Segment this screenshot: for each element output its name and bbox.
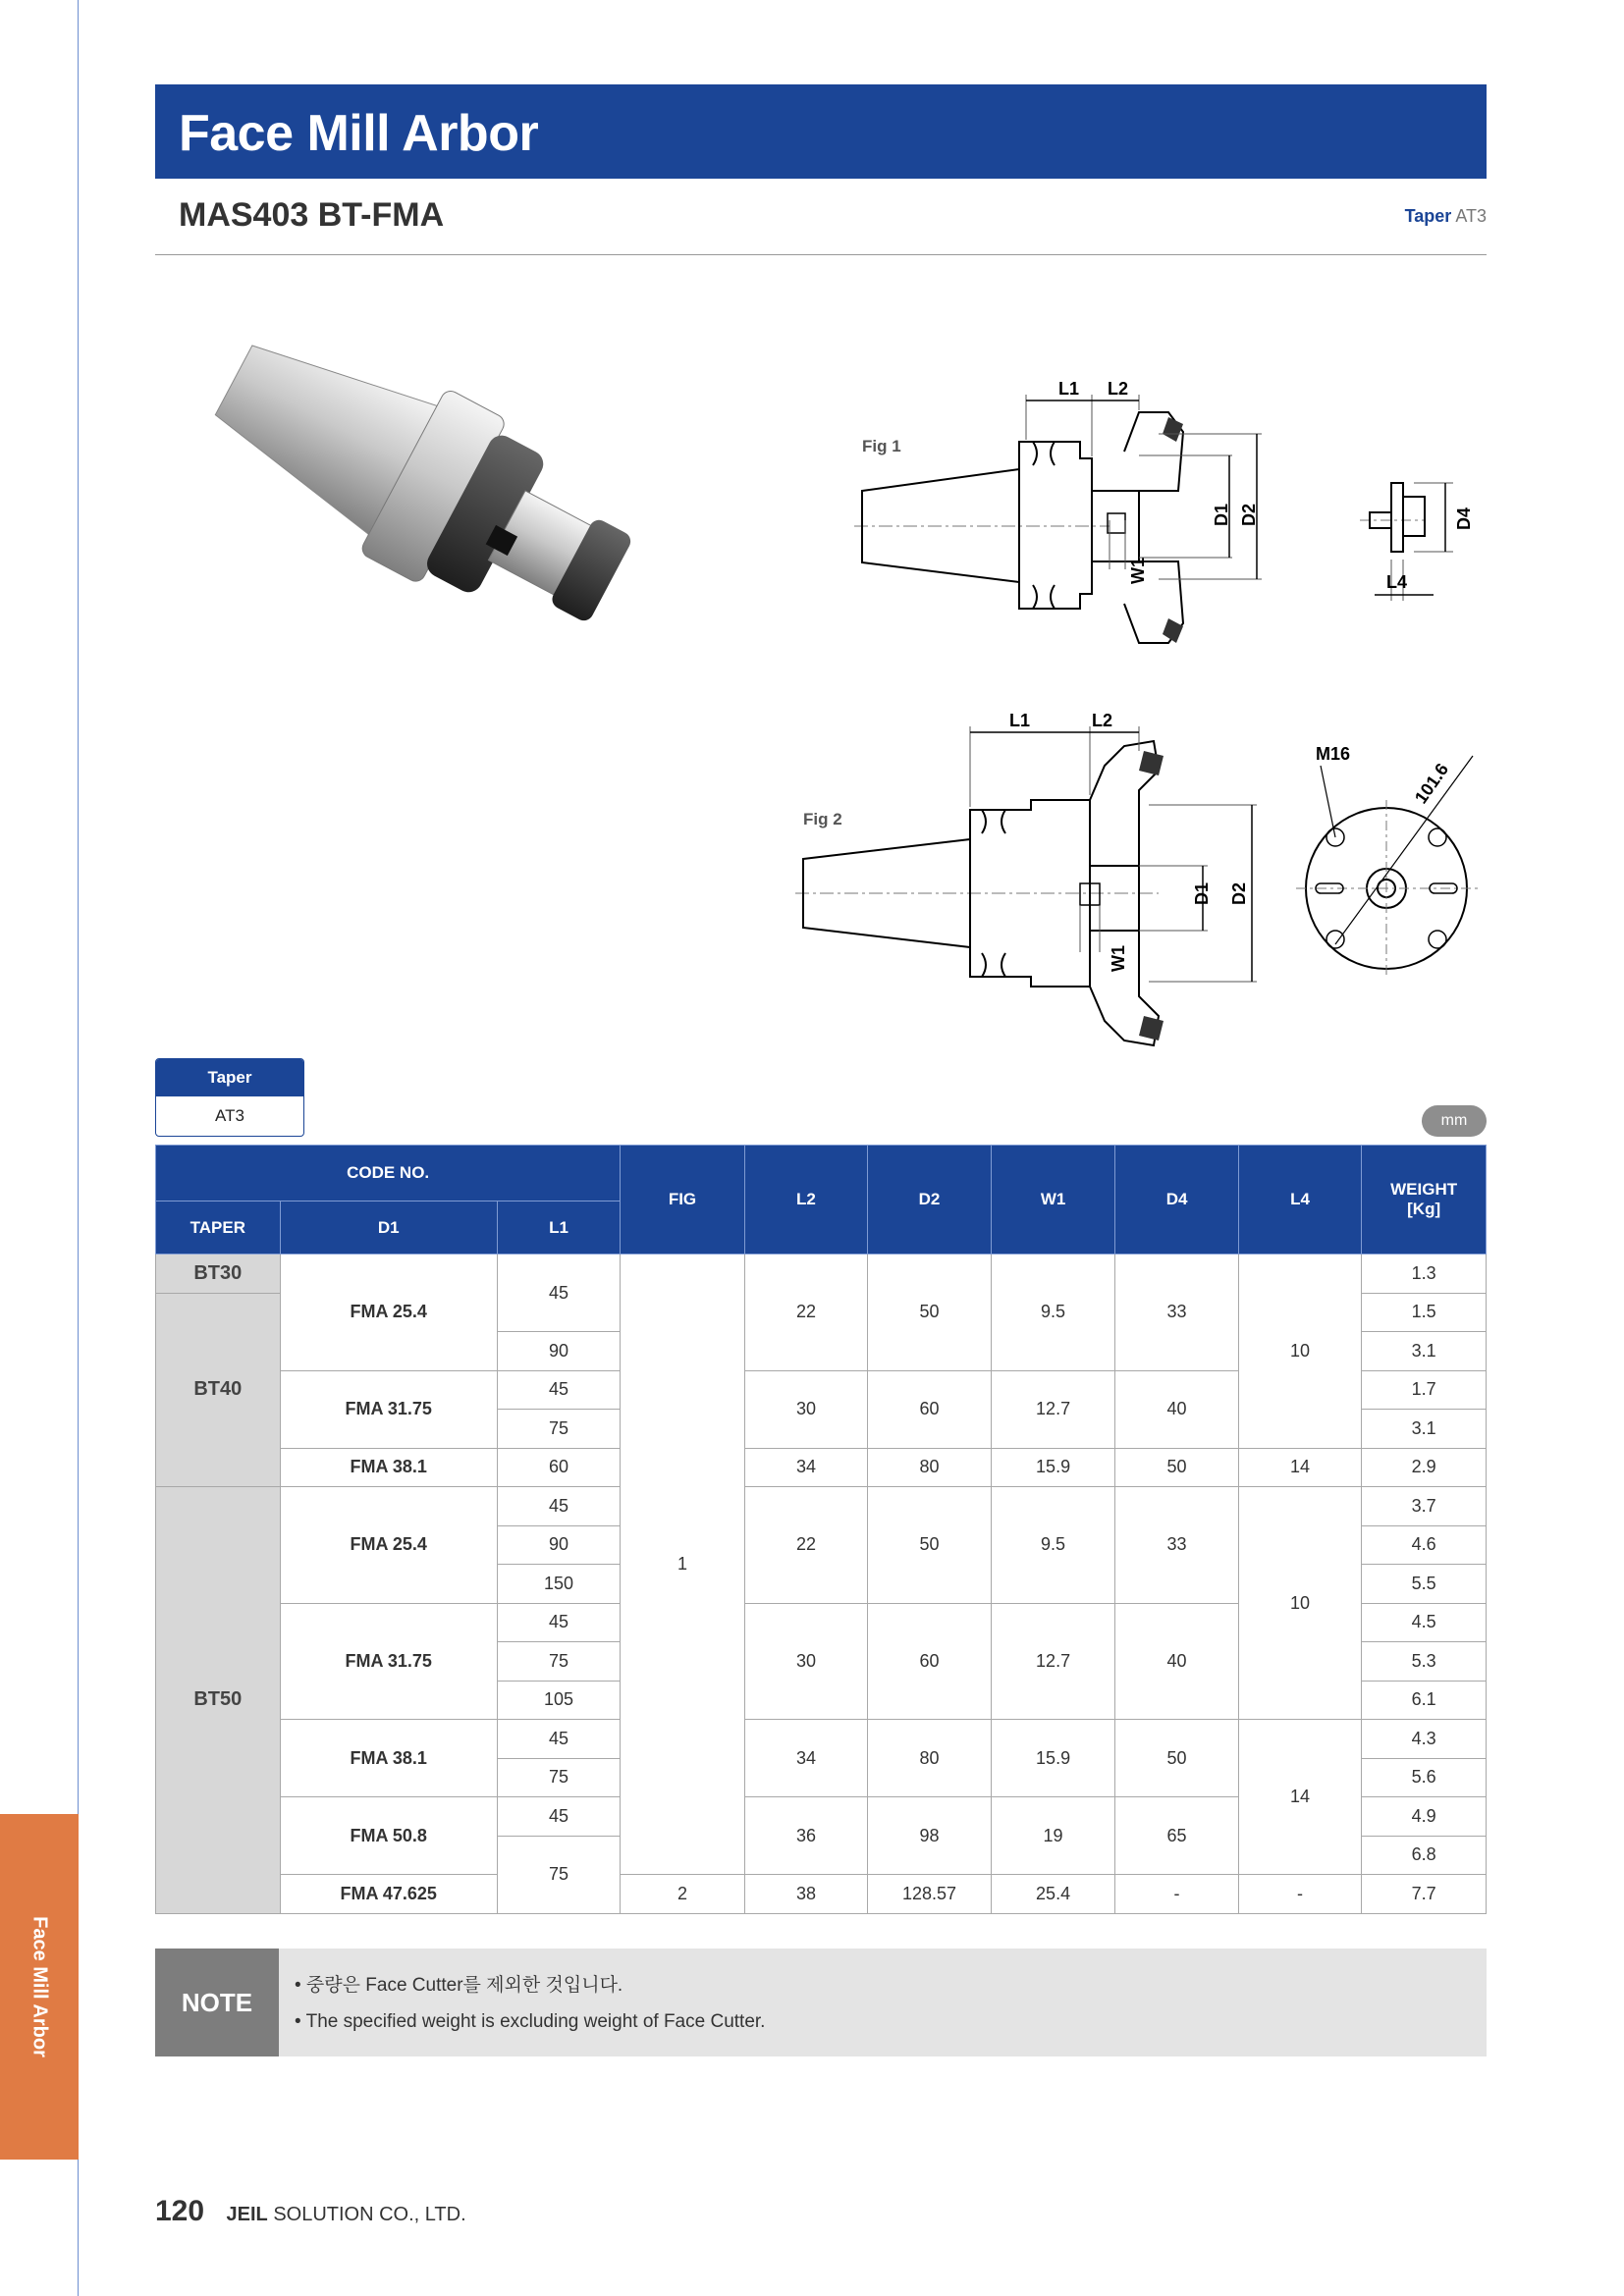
d4-cell: 33 <box>1115 1487 1238 1604</box>
company-name <box>227 2204 466 2225</box>
l2-cell: 36 <box>744 1797 867 1875</box>
fig1-dim-d1: D1 <box>1212 503 1231 526</box>
fig1-dim-l1: L1 <box>1058 379 1080 399</box>
weight-cell: 4.5 <box>1362 1603 1487 1642</box>
d2-cell: 50 <box>868 1255 992 1371</box>
w1-cell: 12.7 <box>991 1370 1115 1448</box>
company-name-rest: SOLUTION CO., LTD. <box>267 2204 466 2225</box>
page-title: Face Mill Arbor <box>179 105 539 162</box>
weight-cell: 4.9 <box>1362 1797 1487 1837</box>
l1-cell: 105 <box>497 1681 620 1720</box>
fig1-dim-l4: L4 <box>1386 572 1408 592</box>
l2-cell: 30 <box>744 1603 867 1720</box>
weight-cell: 5.5 <box>1362 1565 1487 1604</box>
l1-cell: 45 <box>497 1603 620 1642</box>
fig1-dim-w1: W1 <box>1128 558 1148 584</box>
th-w1: W1 <box>991 1146 1115 1255</box>
d2-cell: 80 <box>868 1448 992 1487</box>
code-cell: FMA 25.4 <box>280 1255 497 1371</box>
l2-cell: 22 <box>744 1255 867 1371</box>
note-label: NOTE <box>155 1949 279 2056</box>
w1-cell: 15.9 <box>991 1720 1115 1797</box>
fig2-drawing <box>785 697 1502 1060</box>
d4-cell: 50 <box>1115 1448 1238 1487</box>
weight-cell: 5.3 <box>1362 1642 1487 1682</box>
w1-cell: 19 <box>991 1797 1115 1875</box>
code-cell: FMA 25.4 <box>280 1487 497 1604</box>
fig1-dim-l2: L2 <box>1108 379 1129 399</box>
l1-cell: 45 <box>497 1797 620 1837</box>
spec-table <box>155 1145 1487 1914</box>
th-l4: L4 <box>1238 1146 1361 1255</box>
unit-badge: mm <box>1422 1105 1487 1137</box>
weight-cell: 4.6 <box>1362 1525 1487 1565</box>
w1-cell: 12.7 <box>991 1603 1115 1720</box>
table-row <box>156 1487 1487 1526</box>
d4-cell: 33 <box>1115 1255 1238 1371</box>
note-box <box>155 1949 1487 2056</box>
l2-cell: 34 <box>744 1720 867 1797</box>
d2-cell: 50 <box>868 1487 992 1604</box>
taper-cell: BT40 <box>156 1293 281 1487</box>
fig1-dim-d4: D4 <box>1454 507 1474 530</box>
fig1-dim-d2: D2 <box>1239 503 1259 526</box>
table-row <box>156 1255 1487 1294</box>
fig1-drawing <box>844 373 1512 658</box>
fig2-label: Fig 2 <box>803 810 842 828</box>
th-d1: D1 <box>280 1201 497 1255</box>
th-taper: TAPER <box>156 1201 281 1255</box>
th-l2: L2 <box>744 1146 867 1255</box>
l4-cell: 10 <box>1238 1487 1361 1720</box>
fig2-dim-d1: D1 <box>1192 881 1212 905</box>
l1-cell: 45 <box>497 1255 620 1332</box>
l1-cell: 45 <box>497 1720 620 1759</box>
l1-cell: 60 <box>497 1448 620 1487</box>
l4-cell: 10 <box>1238 1255 1361 1449</box>
d4-cell: 40 <box>1115 1370 1238 1448</box>
l2-cell: 30 <box>744 1370 867 1448</box>
fig-cell: 1 <box>621 1255 744 1875</box>
d4-cell: 65 <box>1115 1797 1238 1875</box>
l2-cell: 22 <box>744 1487 867 1604</box>
taper-cell: BT30 <box>156 1255 281 1294</box>
taper-box-header: Taper <box>156 1059 303 1096</box>
th-l1: L1 <box>497 1201 620 1255</box>
fig1-label: Fig 1 <box>862 437 901 455</box>
table-row <box>156 1720 1487 1759</box>
d2-cell: 98 <box>868 1797 992 1875</box>
fig2-dim-m16: M16 <box>1316 744 1351 764</box>
weight-cell: 3.1 <box>1362 1332 1487 1371</box>
taper-box <box>155 1058 304 1137</box>
taper-cell: BT50 <box>156 1487 281 1914</box>
l1-cell: 75 <box>497 1758 620 1797</box>
code-cell: FMA 38.1 <box>280 1720 497 1797</box>
page-number: 120 <box>155 2195 205 2227</box>
side-tab-label: Face Mill Arbor <box>28 1916 51 2057</box>
taper-info <box>1405 206 1487 227</box>
fig2-dim-w1: W1 <box>1109 945 1128 972</box>
taper-info-value: AT3 <box>1455 206 1487 226</box>
code-cell: FMA 38.1 <box>280 1448 497 1487</box>
table-row <box>156 1448 1487 1487</box>
l1-cell: 75 <box>497 1836 620 1913</box>
fig2-dim-bolt-circle: 101.6 <box>1410 759 1453 808</box>
l1-cell: 45 <box>497 1370 620 1410</box>
product-subtitle: MAS403 BT-FMA <box>179 196 445 234</box>
d2-cell: 60 <box>868 1603 992 1720</box>
l1-cell: 75 <box>497 1642 620 1682</box>
th-weight <box>1362 1146 1487 1255</box>
w1-cell: 25.4 <box>991 1875 1115 1914</box>
d2-cell: 60 <box>868 1370 992 1448</box>
l4-cell: 14 <box>1238 1720 1361 1875</box>
code-cell: FMA 31.75 <box>280 1370 497 1448</box>
weight-cell: 3.7 <box>1362 1487 1487 1526</box>
footer <box>155 2195 466 2228</box>
header-rule <box>155 254 1487 255</box>
weight-cell: 7.7 <box>1362 1875 1487 1914</box>
l2-cell: 38 <box>744 1875 867 1914</box>
d4-cell: 40 <box>1115 1603 1238 1720</box>
fig2-dim-l1: L1 <box>1009 711 1031 730</box>
weight-cell: 6.1 <box>1362 1681 1487 1720</box>
l4-cell: - <box>1238 1875 1361 1914</box>
l1-cell: 75 <box>497 1410 620 1449</box>
weight-cell: 2.9 <box>1362 1448 1487 1487</box>
fig2-dim-l2: L2 <box>1092 711 1113 730</box>
weight-cell: 6.8 <box>1362 1836 1487 1875</box>
th-code-no: CODE NO. <box>156 1146 621 1201</box>
th-d4: D4 <box>1115 1146 1238 1255</box>
taper-info-label: Taper <box>1404 206 1452 226</box>
note-line-english: • The specified weight is excluding weight of Face Cutter. <box>295 2011 766 2032</box>
fig-cell: 2 <box>621 1875 744 1914</box>
l1-cell: 45 <box>497 1487 620 1526</box>
code-cell: FMA 50.8 <box>280 1797 497 1875</box>
th-weight-label: WEIGHT <box>1390 1180 1458 1199</box>
l4-cell: 14 <box>1238 1448 1361 1487</box>
w1-cell: 9.5 <box>991 1487 1115 1604</box>
table-row <box>156 1875 1487 1914</box>
weight-cell: 1.3 <box>1362 1255 1487 1294</box>
arbor-photo <box>177 294 707 687</box>
code-cell: FMA 31.75 <box>280 1603 497 1720</box>
th-weight-unit: [Kg] <box>1407 1200 1441 1218</box>
l2-cell: 34 <box>744 1448 867 1487</box>
weight-cell: 5.6 <box>1362 1758 1487 1797</box>
code-cell: FMA 47.625 <box>280 1875 497 1914</box>
l1-cell: 150 <box>497 1565 620 1604</box>
d4-cell: 50 <box>1115 1720 1238 1797</box>
weight-cell: 4.3 <box>1362 1720 1487 1759</box>
d4-cell: - <box>1115 1875 1238 1914</box>
note-line-korean: • 중량은 Face Cutter를 제외한 것입니다. <box>295 1975 623 1996</box>
th-fig: FIG <box>621 1146 744 1255</box>
title-banner <box>155 84 1487 179</box>
weight-cell: 3.1 <box>1362 1410 1487 1449</box>
l1-cell: 90 <box>497 1332 620 1371</box>
d2-cell: 128.57 <box>868 1875 992 1914</box>
d2-cell: 80 <box>868 1720 992 1797</box>
l1-cell: 90 <box>497 1525 620 1565</box>
weight-cell: 1.5 <box>1362 1293 1487 1332</box>
th-d2: D2 <box>868 1146 992 1255</box>
w1-cell: 9.5 <box>991 1255 1115 1371</box>
company-name-bold: JEIL <box>226 2204 268 2225</box>
weight-cell: 1.7 <box>1362 1370 1487 1410</box>
side-tab <box>0 1814 79 2160</box>
w1-cell: 15.9 <box>991 1448 1115 1487</box>
fig2-dim-d2: D2 <box>1229 881 1249 905</box>
taper-box-value: AT3 <box>215 1106 244 1125</box>
